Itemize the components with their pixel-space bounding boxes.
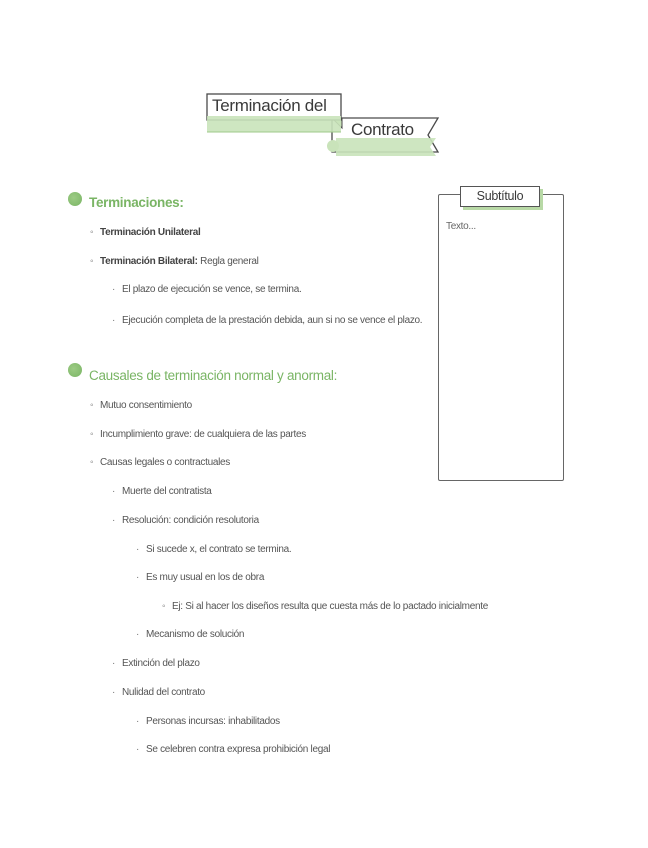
list-item: · Si sucede x, el contrato se termina. [136,544,292,555]
circle-bullet-icon: ◦ [90,429,94,440]
section-heading-terminaciones: Terminaciones: [89,195,184,210]
dot-bullet-icon: · [112,284,116,295]
list-item: ◦ Causas legales o contractuales [90,457,230,468]
list-item: · Extinción del plazo [112,658,200,669]
title-line-1: Terminación del [212,96,327,115]
dot-bullet-icon: · [136,629,140,640]
circle-bullet-icon: ◦ [90,400,94,411]
dot-bullet-icon: · [112,687,116,698]
list-item: · Nulidad del contrato [112,687,205,698]
dot-bullet-icon: · [136,716,140,727]
list-item: · Mecanismo de solución [136,629,245,640]
list-item: · Se celebren contra expresa prohibición legal [136,744,331,755]
list-item: · Ejecución completa de la prestación debida, aun si no se vence el plazo. [112,315,423,326]
sidebar-title: Subtítulo [460,186,540,207]
list-item: ◦ Terminación Unilateral [90,227,201,238]
dot-bullet-icon: · [136,744,140,755]
list-item: ◦ Ej: Si al hacer los diseños resulta que cuesta más de lo pactado inicialmente [162,601,488,612]
dot-bullet-icon: · [112,486,116,497]
circle-bullet-icon: ◦ [90,256,94,267]
list-item: · Personas incursas: inhabilitados [136,716,280,727]
dot-bullet-icon: · [136,544,140,555]
dot-bullet-icon: · [112,315,116,326]
title-banner [0,0,648,170]
dot-bullet-icon: · [136,572,140,583]
dot-bullet-icon: · [112,515,116,526]
dot-bullet-icon: · [112,658,116,669]
list-item: ◦ Incumplimiento grave: de cualquiera de las partes [90,429,306,440]
list-item: ◦ Mutuo consentimiento [90,400,192,411]
title-line-2: Contrato [351,120,414,139]
section-heading-causales: Causales de terminación normal y anormal: [89,368,338,383]
list-item: ◦ Terminación Bilateral: Regla general [90,256,259,267]
sidebar-body-text: Texto... [446,221,476,232]
list-item: · Es muy usual en los de obra [136,572,265,583]
list-item: · Resolución: condición resolutoria [112,515,259,526]
list-item: · El plazo de ejecución se vence, se termina. [112,284,302,295]
circle-bullet-icon: ◦ [162,601,166,612]
list-item: · Muerte del contratista [112,486,212,497]
circle-bullet-icon: ◦ [90,457,94,468]
section-bullet-dot [68,363,82,377]
sidebar-box [438,194,564,481]
circle-bullet-icon: ◦ [90,227,94,238]
section-bullet-dot [68,192,82,206]
